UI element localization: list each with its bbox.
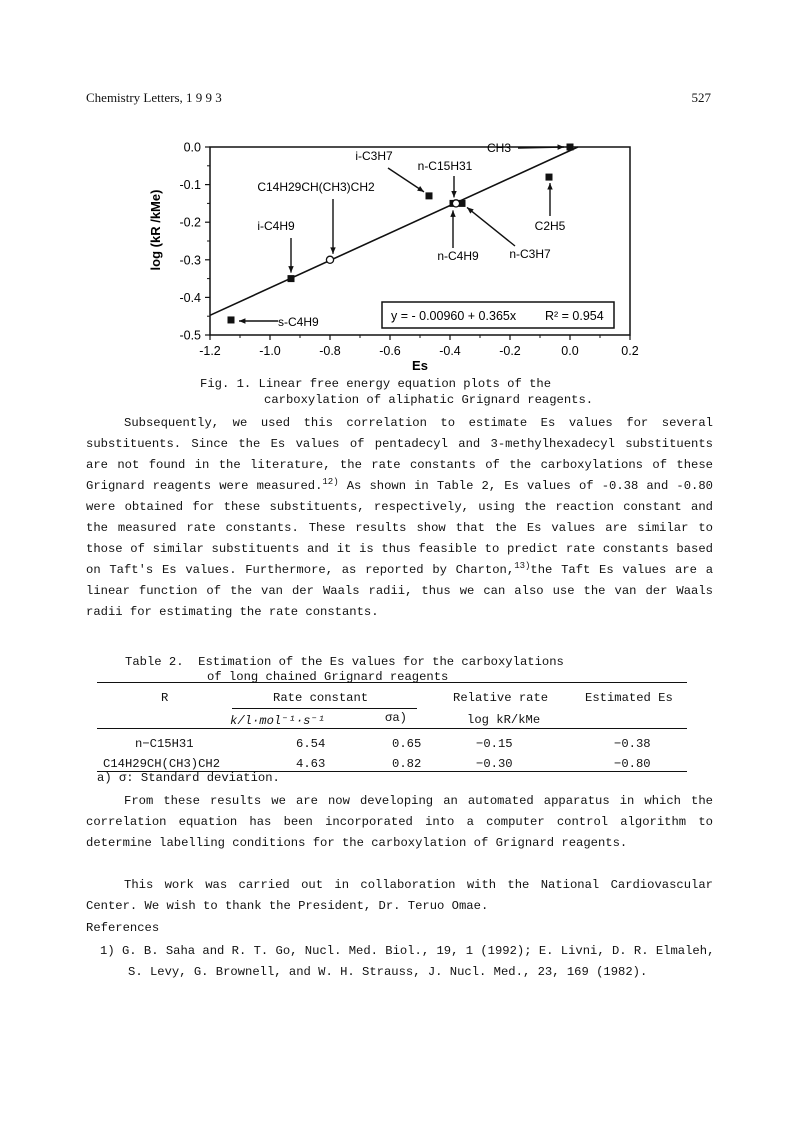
table-footnote: a) σ: Standard deviation. <box>97 771 280 785</box>
row-2-est: −0.80 <box>614 757 651 771</box>
para1-text: Subsequently, we used this correlation to estimate Es values for several substituents. Since the Es values of pentadecyl and 3-methylhexadecyl substituents are not found in the literature, the rate constants of the carboxylations of these Grignard reagents were measured. <box>86 416 713 493</box>
sub-header-sigma: σa) <box>385 711 407 725</box>
figure-caption-line-1: Fig. 1. Linear free energy equation plots of the <box>200 377 552 391</box>
table-title-line-2: of long chained Grignard reagents <box>207 670 449 684</box>
point-label: n-C3H7 <box>509 247 551 261</box>
para1b-text: As shown in Table 2, Es values of -0.38 and -0.80 were obtained for these substituents, respectively, using the reaction constant and the measured rate constants. These results show that the Es values are similar to those of similar substituents and it is thus feasible to predict rate constants based on Taft's Es values. Furthermore, as reported by Charton, <box>86 479 713 577</box>
col-header-relative: Relative rate <box>453 691 549 705</box>
x-axis-label: Es <box>412 358 428 373</box>
row-2-k: 4.63 <box>296 757 326 771</box>
ref-12-marker: 12) <box>322 476 339 487</box>
arrowhead <box>547 183 552 189</box>
point-label: i-C3H7 <box>355 149 393 163</box>
point-annotations <box>239 141 566 329</box>
point-label: i-C4H9 <box>257 219 295 233</box>
ref-1-line-2: S. Levy, G. Brownell, and W. H. Strauss, J. Nucl. Med., 23, 169 (1982). <box>128 965 648 979</box>
arrowhead <box>557 144 564 149</box>
fit-equation: y = - 0.00960 + 0.365x <box>391 309 517 323</box>
row-1-r: n−C15H31 <box>135 737 194 751</box>
table-2-title <box>125 655 564 685</box>
table-title-line-1: Table 2. Estimation of the Es values for the carboxylations <box>125 655 564 669</box>
x-tick-label: -1.2 <box>199 344 221 358</box>
x-tick-label: -0.6 <box>379 344 401 358</box>
page-number: 527 <box>691 90 711 105</box>
ref-1-line-1: G. B. Saha and R. T. Go, Nucl. Med. Biol., 19, 1 (1992); E. Livni, D. R. Elmaleh, <box>121 944 715 958</box>
sub-header-k: k/l·mol⁻¹·s⁻¹ <box>230 714 326 728</box>
body-paragraph-2 <box>86 791 713 854</box>
row-1-k: 6.54 <box>296 737 326 751</box>
ref-13-marker: 13) <box>514 560 531 571</box>
col-header-estimated: Estimated Es <box>585 691 673 705</box>
y-tick-label: -0.2 <box>179 215 201 230</box>
arrowhead <box>417 186 424 192</box>
y-tick-label: -0.4 <box>179 290 201 305</box>
measured-point <box>426 192 433 199</box>
x-tick-label: -0.8 <box>319 344 341 358</box>
y-tick-label: -0.1 <box>179 178 201 193</box>
figure-caption <box>200 376 593 408</box>
point-label: C14H29CH(CH3)CH2 <box>257 180 375 194</box>
col-header-rate: Rate constant <box>273 691 369 705</box>
data-points <box>228 144 574 324</box>
annotation-arrow <box>518 147 564 148</box>
figure-1-plot <box>140 130 660 375</box>
measured-point <box>546 174 553 181</box>
table-top-rule <box>97 682 687 683</box>
reference-1 <box>100 941 715 983</box>
x-tick-label: -0.2 <box>499 344 521 358</box>
y-tick-label: -0.3 <box>179 253 201 268</box>
row-2-r: C14H29CH(CH3)CH2 <box>103 757 221 771</box>
measured-point <box>228 316 235 323</box>
col-header-r: R <box>161 691 169 705</box>
rate-group-rule <box>232 708 417 709</box>
running-head: Chemistry Letters, 1 9 9 3 <box>86 90 222 105</box>
point-label: n-C15H31 <box>417 159 473 173</box>
row-1-est: −0.38 <box>614 737 651 751</box>
measured-point <box>288 275 295 282</box>
x-tick-label: 0.0 <box>561 344 579 358</box>
arrowhead <box>239 318 245 323</box>
sub-header-log: log kR/kMe <box>467 713 541 727</box>
estimated-point <box>326 256 333 263</box>
para1c-text: the Taft Es values are a linear function of the van der Waals radii, thus we can also use the van der Waals radii for estimating the rate constants. <box>86 563 714 619</box>
y-tick-label: -0.5 <box>179 328 201 343</box>
body-paragraph-3 <box>86 875 713 917</box>
estimated-point <box>452 200 459 207</box>
para2-text: From these results we are now developing an automated apparatus in which the correlation equation has been incorporated into a computer control algorithm to determine labelling conditions for the carboxylation of Grignard reagents. <box>86 794 713 850</box>
row-2-rel: −0.30 <box>476 757 513 771</box>
row-2-sigma: 0.82 <box>392 757 422 771</box>
arrowhead <box>451 191 456 197</box>
row-1-sigma: 0.65 <box>392 737 422 751</box>
references-heading: References <box>86 921 160 935</box>
point-label: n-C4H9 <box>437 249 479 263</box>
annotation-arrow <box>467 207 515 246</box>
x-tick-label: -0.4 <box>439 344 461 358</box>
para3-text: This work was carried out in collaboration with the National Cardiovascular Center. We wish to thank the President, Dr. Teruo Omae. <box>86 878 713 913</box>
y-axis-label: log (kR /kMe) <box>148 189 163 271</box>
body-paragraph-1 <box>86 413 713 623</box>
y-tick-label: 0.0 <box>183 140 201 155</box>
table-header-rule <box>97 728 687 729</box>
x-tick-label: 0.2 <box>621 344 639 358</box>
point-label: CH3 <box>487 141 512 155</box>
figure-caption-line-2: carboxylation of aliphatic Grignard reagents. <box>264 393 594 407</box>
x-tick-label: -1.0 <box>259 344 281 358</box>
point-label: s-C4H9 <box>278 315 319 329</box>
arrowhead <box>450 210 455 216</box>
point-label: C2H5 <box>534 219 566 233</box>
measured-point <box>567 144 574 151</box>
fit-r2: R² = 0.954 <box>545 309 604 323</box>
row-1-rel: −0.15 <box>476 737 513 751</box>
arrowhead <box>288 266 293 272</box>
arrowhead <box>330 247 335 253</box>
ref-1-number: 1) <box>100 944 115 958</box>
